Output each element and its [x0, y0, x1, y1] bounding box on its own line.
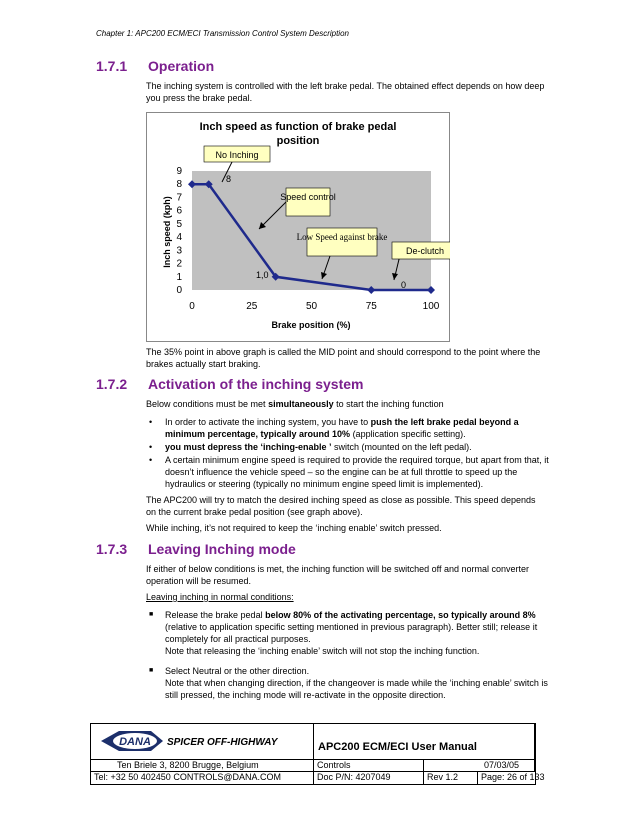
list-item: • A certain minimum engine speed is required to provide the required torque, but apart from that, it doesn’t influence the vehicle speed – so the engine can be at full throttle to speed up the hydraulics or steering (typically no minimum engine speed limit is implemented). [149, 455, 549, 489]
data-label-8: 8 [226, 174, 232, 184]
y-tick-label: 1 [176, 271, 182, 283]
operation-intro: The inching system is controlled with the left brake pedal. The obtained effect depends on how deep you press the brake pedal. [146, 81, 545, 103]
leaving-conditions [146, 609, 556, 709]
data-label-0: 0 [401, 280, 407, 290]
list-item: • you must depress the ‘inching-enable ’ switch (mounted on the left pedal). [149, 442, 472, 452]
footer-date: 07/03/05 [484, 760, 520, 770]
x-tick-label: 50 [305, 301, 318, 312]
footer-address: Ten Briele 3, 8200 Brugge, Belgium [117, 760, 259, 770]
footer-revision: Rev 1.2 [427, 772, 459, 782]
y-tick-label: 5 [176, 218, 182, 230]
list-item: ■ Release the brake pedal below 80% of the activating percentage, so typically around 8% (relative to application specific setting mentioned in previous paragraph). Better still; release it completely for all practical purposes. Note that releasing the ‘inching enable’ switch will not stop the inching function. [149, 610, 538, 656]
callout-de-clutch-text: De-clutch [405, 246, 445, 256]
activation-conditions [146, 416, 556, 491]
x-axis-label: Brake position (%) [271, 320, 351, 330]
chart-title-line2: position [276, 135, 320, 147]
y-tick-label: 7 [176, 192, 182, 204]
activation-match-text: The APC200 will try to match the desired inching speed as close as possible. This speed depends on the current brake pedal position (see graph above). [146, 495, 536, 517]
page-header: Chapter 1: APC200 ECM/ECI Transmission Control System Description [96, 29, 349, 38]
footer-page-number: Page: 26 of 133 [481, 772, 545, 782]
y-tick-label: 2 [176, 258, 182, 270]
leaving-intro: If either of below conditions is met, the inching function will be switched off and normal converter operation will be resumed. [146, 564, 530, 586]
mid-point-note: The 35% point in above graph is called the MID point and should correspond to the point where the brakes actually start braking. [146, 347, 541, 369]
footer-contact: Tel: +32 50 402450 CONTROLS@DANA.COM [94, 772, 281, 782]
footer-logo-cell [91, 724, 314, 760]
list-item: • In order to activate the inching system, you have to push the left brake pedal beyond a minimum percentage, typically around 10% (application specific setting). [149, 417, 519, 439]
section-heading-1-7-3: 1.7.3 Leaving Inching mode [96, 541, 296, 557]
inch-speed-chart [146, 112, 450, 342]
chart-title-line1: Inch speed as function of brake pedal [199, 121, 397, 133]
y-tick-label: 4 [176, 232, 182, 244]
leaving-subheading: Leaving inching in normal conditions: [146, 592, 294, 602]
y-tick-label: 8 [176, 179, 182, 191]
y-tick-label: 0 [176, 285, 182, 296]
activation-intro: Below conditions must be met simultaneously to start the inching function [146, 399, 444, 409]
section-heading-1-7-1: 1.7.1 Operation [96, 58, 215, 74]
section-heading-1-7-2: 1.7.2 Activation of the inching system [96, 376, 364, 392]
footer-section: Controls [317, 760, 351, 770]
x-tick-label: 25 [246, 301, 258, 312]
logo-brand-text: SPICER OFF-HIGHWAY [167, 737, 278, 748]
x-tick-label: 0 [189, 301, 195, 312]
page-footer [90, 723, 545, 785]
list-item: ■ Select Neutral or the other direction. Note that when changing direction, if the changeover is made while the ‘inching enable’ switch is still pressed, the inching mode will re-activate in the opposite direction. [149, 666, 548, 700]
x-tick-label: 100 [422, 301, 440, 312]
callout-low-speed-text: Low Speed against brake [296, 232, 388, 242]
dana-logo [91, 724, 312, 758]
y-tick-label: 3 [176, 245, 182, 257]
callout-speed-control-text: Speed control [280, 192, 336, 202]
logo-dana-text: DANA [119, 736, 151, 748]
y-tick-label: 6 [176, 205, 182, 217]
y-axis-label: Inch speed (kph) [162, 196, 172, 268]
manual-title: APC200 ECM/ECI User Manual [318, 741, 477, 753]
y-tick-label: 9 [176, 166, 182, 177]
data-label-1: 1,0 [256, 270, 269, 280]
x-tick-label: 75 [365, 301, 377, 312]
callout-no-inching-text: No Inching [215, 150, 259, 160]
footer-doc-number: Doc P/N: 4207049 [317, 772, 391, 782]
activation-switch-text: While inching, it’s not required to keep the ‘inching enable’ switch pressed. [146, 523, 442, 533]
